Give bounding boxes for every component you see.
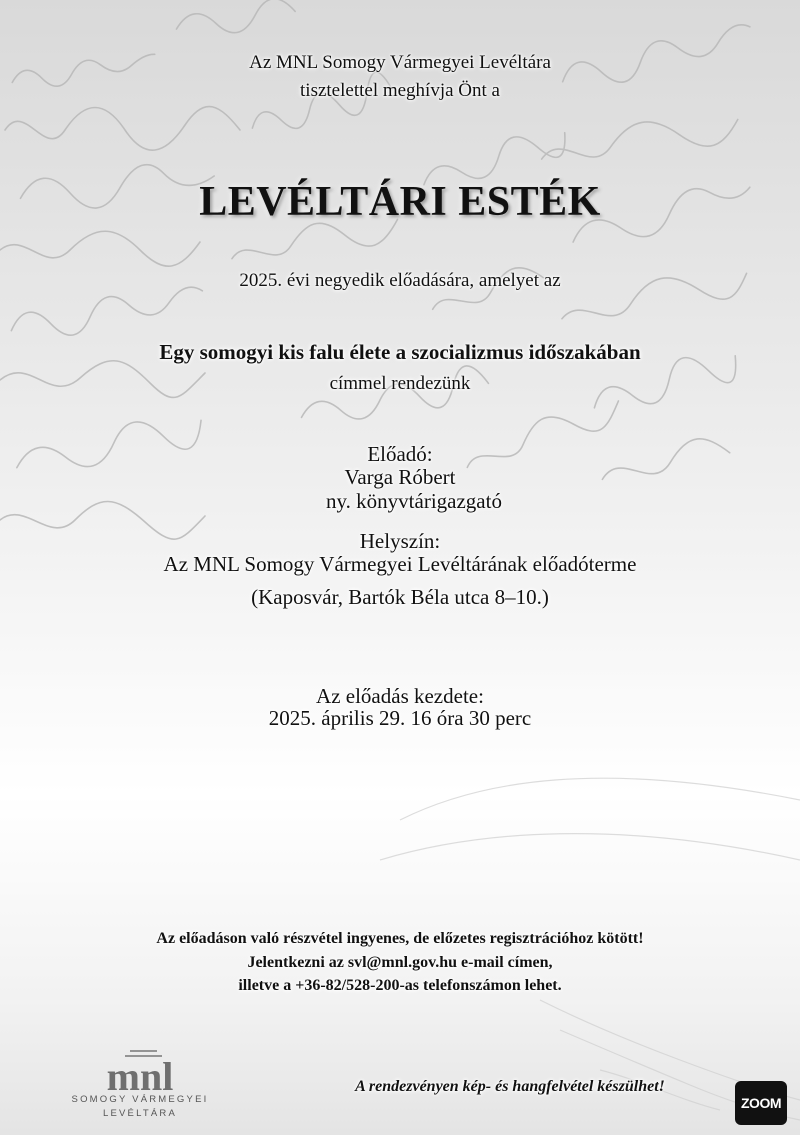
venue-place: Az MNL Somogy Vármegyei Levéltárának előadóterme: [163, 552, 637, 576]
mnl-logo-mark: [70, 1048, 210, 1096]
recording-notice: A rendezvényen kép- és hangfelvétel készülhet!: [355, 1078, 665, 1095]
svg-text:mnl: mnl: [106, 1054, 174, 1096]
footer-line-1: Az előadáson való részvétel ingyenes, de előzetes regisztrációhoz kötött!: [156, 930, 644, 947]
speaker-label: Előadó:: [367, 442, 433, 466]
event-title: LEVÉLTÁRI ESTÉK: [199, 179, 601, 225]
footer-line-2: Jelentkezni az svl@mnl.gov.hu e-mail címen,: [247, 954, 553, 971]
venue-label: Helyszín:: [359, 529, 441, 553]
mnl-logo: [70, 1048, 210, 1123]
host-line-2: tisztelettel meghívja Önt a: [300, 80, 500, 101]
lecture-title: Egy somogyi kis falu élete a szocializmus időszakában: [159, 340, 641, 364]
venue-address: (Kaposvár, Bartók Béla utca 8–10.): [251, 585, 549, 609]
logo-line-2: LEVÉLTÁRA: [102, 1108, 177, 1119]
speaker-role: ny. könyvtárigazgató: [326, 489, 502, 513]
series-line: 2025. évi negyedik előadására, amelyet az: [239, 270, 561, 291]
zoom-badge: [735, 1081, 787, 1125]
start-label: Az előadás kezdete:: [316, 684, 484, 708]
logo-line-1: SOMOGY VÁRMEGYEI: [71, 1094, 209, 1105]
speaker-name: Varga Róbert: [344, 465, 456, 489]
start-datetime: 2025. április 29. 16 óra 30 perc: [268, 706, 532, 730]
zoom-badge-text: ZOOM: [741, 1095, 781, 1111]
footer-line-3: illetve a +36-82/528-200-as telefonszámon lehet.: [238, 977, 562, 994]
host-line-1: Az MNL Somogy Vármegyei Levéltára: [249, 52, 551, 73]
title-suffix: címmel rendezünk: [329, 373, 471, 394]
